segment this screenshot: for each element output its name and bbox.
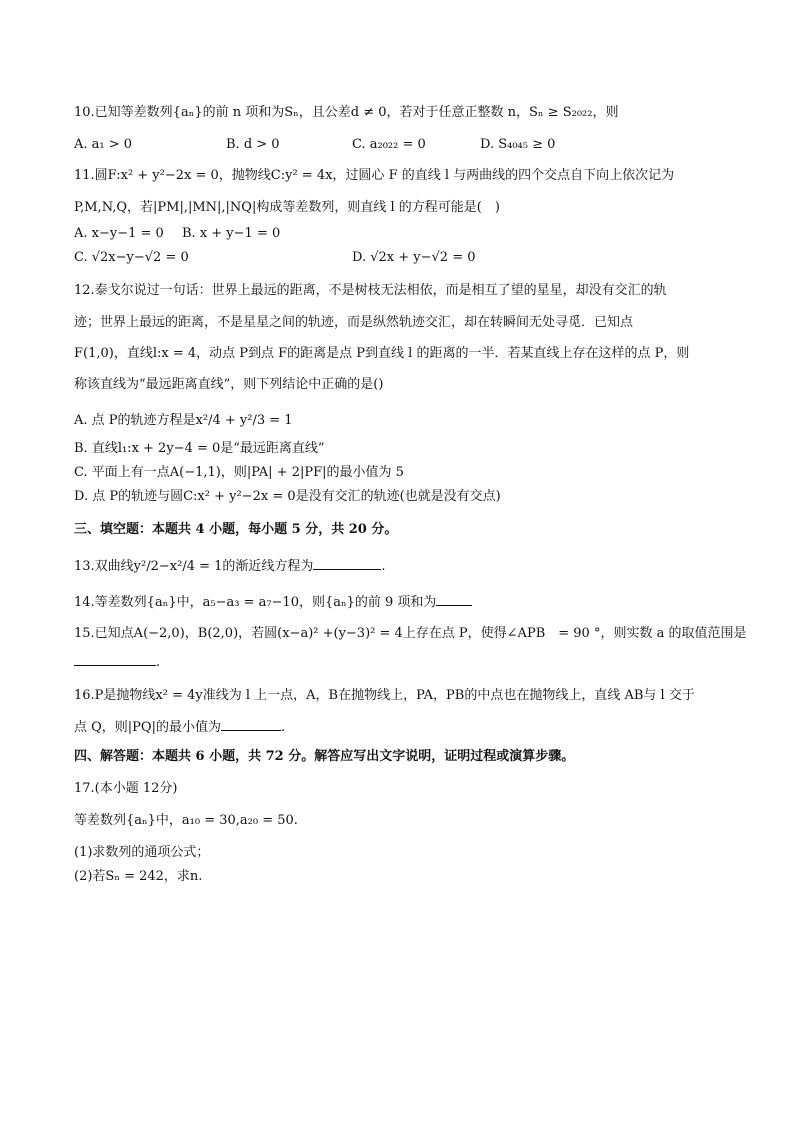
q12-line4: 称该直线为“最远距离直线”，则下列结论中正确的是() [74,377,384,392]
q12-line1: 12.泰戈尔说过一句话：世界上最远的距离，不是树枝无法相依，而是相互了望的星星，却没有交汇的轨 [74,283,667,298]
q10-option-c: C. a₂₀₂₂ = 0 [352,137,426,152]
q14-text: 14.等差数列{aₙ}中，a₅−a₃ = a₇−10，则{aₙ}的前 9 项和为 [74,595,437,610]
q17-part2: (2)若Sₙ = 242，求n. [74,869,203,884]
q13-end: . [381,559,386,574]
q13-text: 13.双曲线y²/2−x²/4 = 1的渐近线方程为 [74,559,314,574]
q15-text: 15.已知点A(−2,0)，B(2,0)，若圆(x−a)² +(y−3)² = 4上存在点 P，使得∠APB = 90 °，则实数 a 的取值范围是 [74,626,747,641]
q11-option-a: A. x−y−1 = 0 [74,226,164,241]
q16-end: . [280,720,286,735]
q12-line3: F(1,0)，直线l:x = 4，动点 P到点 F的距离是点 P到直线 l 的距离的一半．若某直线上存在这样的点 P，则 [74,346,690,361]
section-4-heading: 四、解答题：本题共 6 小题，共 72 分。解答应写出文字说明，证明过程或演算步骤。 [74,749,575,764]
q17-part1: (1)求数列的通项公式； [74,845,210,860]
q10-option-d: D. S₄₀₄₅ ≥ 0 [480,137,556,152]
q10-option-a: A. a₁ > 0 [74,137,133,152]
q11-line1: 11.圆F:x² + y²−2x = 0，抛物线C:y² = 4x，过圆心 F 的直线 l 与两曲线的四个交点自下向上依次记为 [74,168,675,183]
q16-text: 点 Q，则|PQ|的最小值为 [74,720,221,735]
q15-blank-line [74,653,160,672]
q12-option-c: C. 平面上有一点A(−1,1)，则|PA| + 2|PF|的最小值为 5 [74,465,404,480]
q12-option-d: D. 点 P的轨迹与圆C:x² + y²−2x = 0是没有交汇的轨迹(也就是没有交点) [74,489,501,504]
q16-line1: 16.P是抛物线x² = 4y准线为 l 上一点，A，B在抛物线上，PA，PB的中点也在抛物线上，直线 AB与 l 交于 [74,688,695,703]
q17-stem: 等差数列{aₙ}中，a₁₀ = 30,a₂₀ = 50. [74,813,298,828]
q17-heading: 17.(本小题 12分) [74,781,178,796]
q11-option-d: D. √2x + y−√2 = 0 [352,250,476,265]
q11-option-c: C. √2x−y−√2 = 0 [74,250,189,265]
q16-answer-blank [221,718,281,731]
q12-line2: 迹；世界上最远的距离，不是星星之间的轨迹，而是纵然轨迹交汇，却在转瞬间无处寻觅．已知点 [74,315,634,330]
q14-answer-blank [436,593,472,606]
q13 [74,557,386,576]
q12-option-b: B. 直线l₁:x + 2y−4 = 0是“最远距离直线” [74,441,325,456]
q11-line2: P,M,N,Q，若|PM|,|MN|,|NQ|构成等差数列，则直线 l 的方程可能是( ) [74,200,500,215]
q14 [74,593,472,612]
q11-option-b: B. x + y−1 = 0 [182,226,281,241]
q15-end: . [156,655,161,670]
q10-option-b: B. d > 0 [226,137,280,152]
q16-line2 [74,718,285,737]
section-3-heading: 三、填空题：本题共 4 小题，每小题 5 分，共 20 分。 [74,522,398,537]
q12-option-a: A. 点 P的轨迹方程是x²/4 + y²/3 = 1 [74,413,293,428]
q15-answer-blank [74,653,156,666]
q10-stem: 10.已知等差数列{aₙ}的前 n 项和为Sₙ，且公差d ≠ 0，若对于任意正整数 n，Sₙ ≥ S₂₀₂₂，则 [74,105,619,120]
q13-answer-blank [313,557,381,570]
